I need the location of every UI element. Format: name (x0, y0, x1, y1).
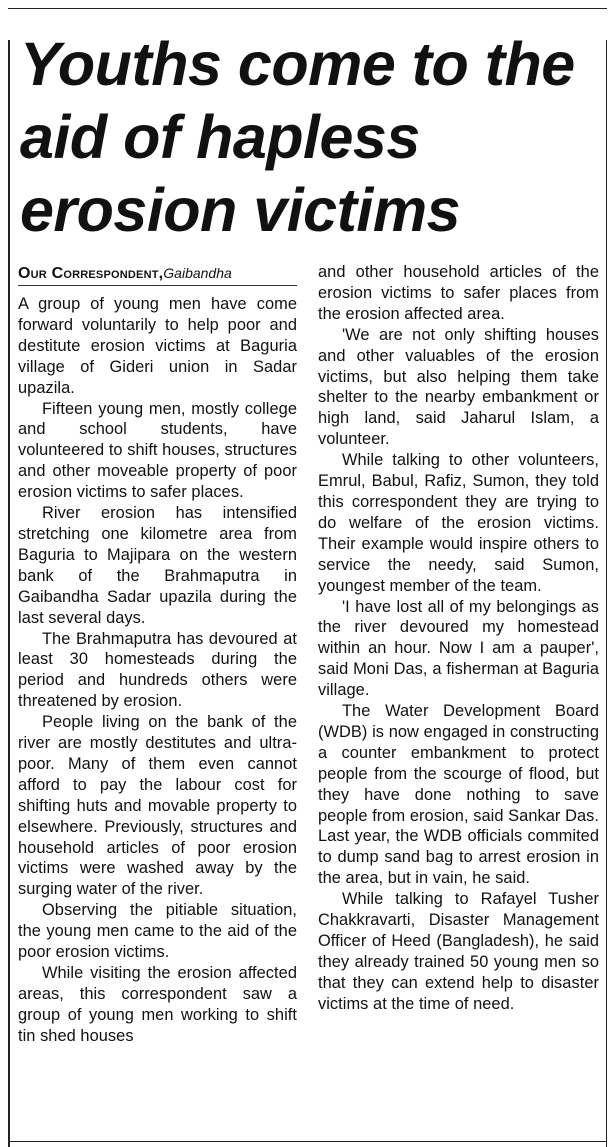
paragraph: People living on the bank of the river are mostly destitutes and ultra-poor. Many of them even cannot afford to pay the labour cost for shifting huts and movable property to elsewhere. Previously, structures and household articles of poor erosion victims were washed away by the surging water of the river. (18, 713, 297, 899)
byline-reporter: Our Correspondent, (18, 265, 164, 282)
paragraph: 'I have lost all of my belongings as the river devoured my homestead within an hour. Now I am a pauper', said Moni Das, a fisherman at Baguria village. (318, 597, 599, 700)
paragraph: A group of young men have come forward voluntarily to help poor and destitute erosion victims at Baguria village of Gideri union in Sadar upazila. (18, 295, 297, 397)
right-rule (606, 40, 607, 1147)
paragraph: Observing the pitiable situation, the young men came to the aid of the poor erosion victims. (18, 901, 297, 962)
article-column-right (318, 262, 599, 1015)
paragraph: While talking to Rafayel Tusher Chakkravarti, Disaster Management Officer of Heed (Bangladesh), he said they already trained 50 young men so that they can extend help to disaster victims at the time of need. (318, 890, 599, 1013)
byline-location: Gaibandha (163, 265, 232, 281)
byline (18, 265, 297, 286)
paragraph: and other household articles of the erosion victims to safer places from the erosion affected area. (318, 263, 599, 323)
paragraph: Fifteen young men, mostly college and school students, have volunteered to shift houses, structures and other moveable property of poor erosion victims to safer places. (18, 399, 297, 502)
paragraph: While visiting the erosion affected areas, this correspondent saw a group of young men working to shift tin shed houses (18, 964, 297, 1045)
headline: Youths come to the aid of hapless erosion victims (20, 30, 575, 244)
paragraph: River erosion has intensified stretching one kilometre area from Baguria to Majipara on the western bank of the Brahmaputra in Gaibandha Sadar upazila during the last several days. (18, 504, 297, 627)
article-column-left (18, 265, 297, 1047)
paragraph: The Brahmaputra has devoured at least 30 homesteads during the period and hundreds others were threatened by erosion. (18, 629, 297, 711)
paragraph: While talking to other volunteers, Emrul, Babul, Rafiz, Sumon, they told this correspondent they are trying to do welfare of the erosion victims. Their example would inspire others to service the needy, said Sumon, youngest member of the team. (318, 451, 599, 595)
left-rule (8, 40, 10, 1147)
bottom-rule (8, 1141, 607, 1142)
top-rule (8, 8, 607, 9)
paragraph: 'We are not only shifting houses and other valuables of the erosion victims, but also helping them take shelter to the nearby embankment or high land, said Jaharul Islam, a volunteer. (318, 325, 599, 449)
paragraph: The Water Development Board (WDB) is now engaged in constructing a counter embankment to protect people from the scourge of flood, but they have done nothing to save people from erosion, said Sankar Das. Last year, the WDB officials commited to dump sand bag to arrest erosion in the area, but in vain, he said. (318, 702, 599, 888)
